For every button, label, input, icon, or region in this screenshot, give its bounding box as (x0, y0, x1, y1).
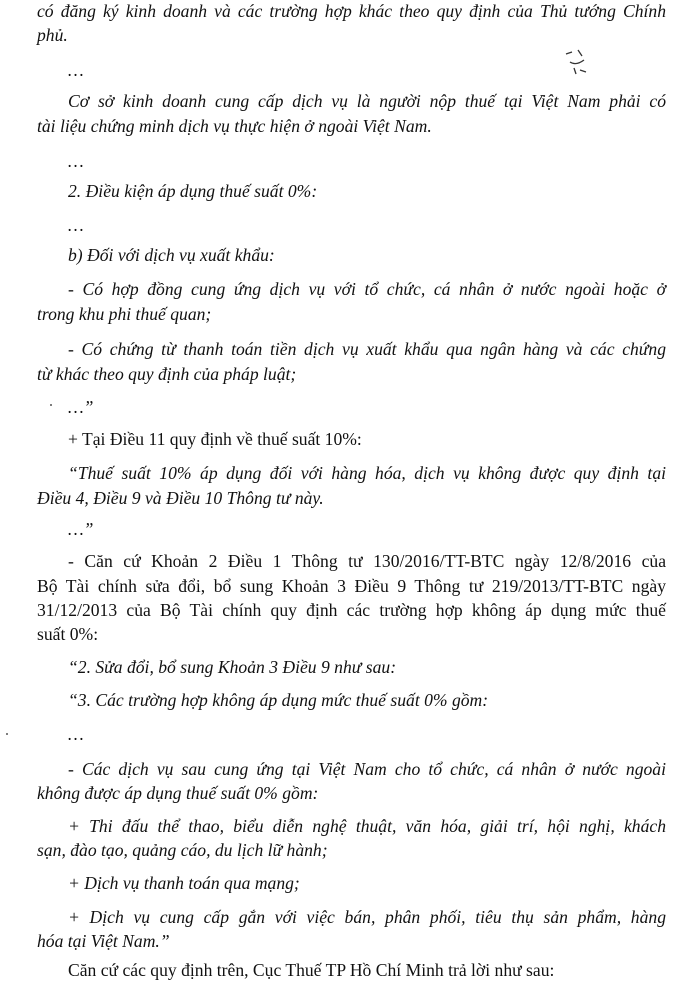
text-line: trong khu phi thuế quan; (37, 304, 212, 324)
ellipsis-line: … (68, 215, 84, 235)
text-line: từ khác theo quy định của pháp luật; (37, 364, 297, 384)
text-line: phủ. (37, 25, 68, 45)
text-line: - Có hợp đồng cung ứng dịch vụ với tổ chức, cá nhân ở nước ngoài hoặc ở (68, 279, 666, 299)
text-line: không được áp dụng thuế suất 0% gồm: (37, 783, 319, 803)
ellipsis-line: …” (68, 397, 94, 417)
text-line: hóa tại Việt Nam.” (37, 931, 170, 951)
ellipsis-line: …” (68, 519, 94, 539)
text-line: + Dịch vụ cung cấp gắn với việc bán, phân phối, tiêu thụ sản phẩm, hàng (68, 907, 666, 927)
text-line: - Căn cứ Khoản 2 Điều 1 Thông tư 130/2016/TT-BTC ngày 12/8/2016 của (68, 551, 666, 571)
text-line: - Có chứng từ thanh toán tiền dịch vụ xuất khẩu qua ngân hàng và các chứng (68, 339, 666, 359)
scan-speck (50, 404, 52, 406)
text-line: - Các dịch vụ sau cung ứng tại Việt Nam cho tổ chức, cá nhân ở nước ngoài (68, 759, 666, 779)
text-line: + Dịch vụ thanh toán qua mạng; (68, 873, 300, 893)
text-line: Bộ Tài chính sửa đổi, bổ sung Khoản 3 Điều 9 Thông tư 219/2013/TT-BTC ngày (37, 576, 666, 596)
text-line: + Tại Điều 11 quy định về thuế suất 10%: (68, 429, 362, 449)
text-line: + Thi đấu thể thao, biểu diễn nghệ thuật, văn hóa, giải trí, hội nghị, khách (68, 816, 666, 836)
text-line: “2. Sửa đổi, bổ sung Khoản 3 Điều 9 như sau: (68, 657, 397, 677)
ellipsis-line: … (68, 151, 84, 171)
scan-mark-icon (558, 44, 598, 84)
text-line: Căn cứ các quy định trên, Cục Thuế TP Hồ Chí Minh trả lời như sau: (68, 960, 555, 980)
text-line: “3. Các trường hợp không áp dụng mức thuế suất 0% gồm: (68, 690, 489, 710)
section-heading: 2. Điều kiện áp dụng thuế suất 0%: (68, 181, 318, 201)
scan-speck (6, 733, 8, 735)
text-line: tài liệu chứng minh dịch vụ thực hiện ở ngoài Việt Nam. (37, 116, 432, 136)
text-line: “Thuế suất 10% áp dụng đối với hàng hóa, dịch vụ không được quy định tại (68, 463, 666, 483)
subsection-heading: b) Đối với dịch vụ xuất khẩu: (68, 245, 275, 265)
ellipsis-line: … (68, 724, 84, 744)
ellipsis-line: … (68, 60, 84, 80)
text-line: 31/12/2013 của Bộ Tài chính quy định các trường hợp không áp dụng mức thuế (37, 600, 666, 620)
text-line: suất 0%: (37, 624, 99, 644)
text-line: Điều 4, Điều 9 và Điều 10 Thông tư này. (37, 488, 324, 508)
text-line: có đăng ký kinh doanh và các trường hợp khác theo quy định của Thủ tướng Chính (37, 1, 666, 21)
text-line: Cơ sở kinh doanh cung cấp dịch vụ là người nộp thuế tại Việt Nam phải có (68, 91, 666, 111)
text-line: sạn, đào tạo, quảng cáo, du lịch lữ hành; (37, 840, 328, 860)
